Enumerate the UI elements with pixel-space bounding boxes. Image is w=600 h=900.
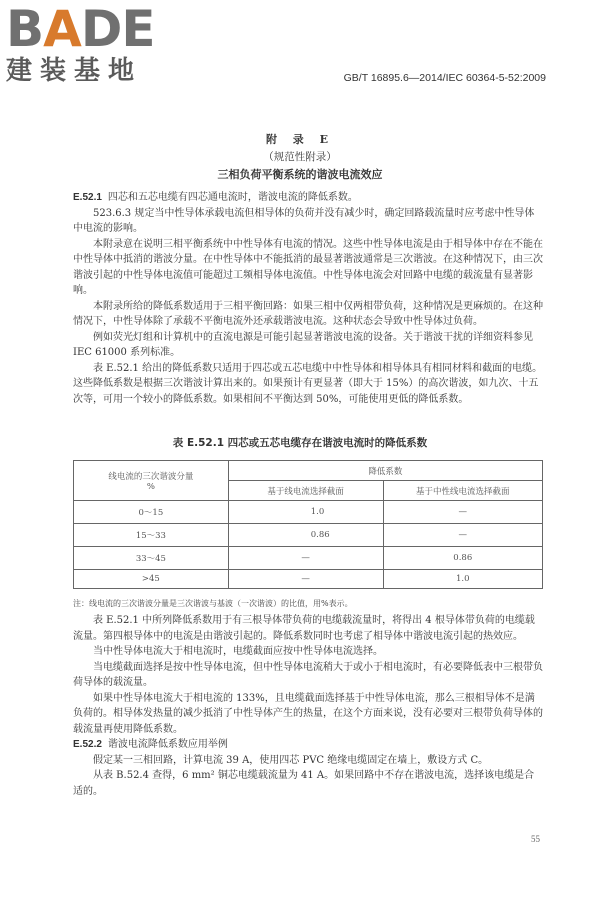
header-third-harmonic: 线电流的三次谐波分量 % xyxy=(74,461,229,501)
paragraph: 本附录意在说明三相平衡系统中中性导体有电流的情况。这些中性导体电流是由于相导体中存在不能在中性导体中抵消的谐波分量。在中性导体中不能抵消的最显著谐波通常是三次谐波。在这种情况下，由三次谐波引起的中性导体电流值可能超过工频相导体电流值。中性导体电流会对回路中电缆的载流量有显著影响。 xyxy=(73,238,543,296)
paragraph: 523.6.3 规定当中性导体承载电流但相导体的负荷并没有减少时，确定回路载流量时应考虑中性导体中电流的影响。 xyxy=(73,207,535,234)
section-heading: E.52.2 谐波电流降低系数应用举例 xyxy=(73,739,228,750)
appendix-type-note: （规范性附录） xyxy=(263,151,337,163)
paragraph: 当中性导体电流大于相电流时，电缆截面应按中性导体电流选择。 xyxy=(93,646,383,657)
header-reduction-factor: 降低系数 xyxy=(228,461,542,481)
paragraph: 表 E.52.1 给出的降低系数只适用于四芯或五芯电缆中中性导体和相导体具有相同材料和截面的电缆。这些降低系数是根据三次谐波计算出来的。如果预计有更显著（即大于 15%）的高次谐波，如九次、十五次等，可用一个较小的降低系数。如果相间不平衡达到 50%，可能使用更低的降低系数。 xyxy=(73,362,543,405)
paragraph: 本附录所给的降低系数适用于三相平衡回路：如果三相中仅两相带负荷，这种情况是更麻烦的。在这种情况下，中性导体除了承载不平衡电流外还承载谐波电流。这种状态会导致中性导体过负荷。 xyxy=(73,300,543,327)
paragraph: 从表 B.52.4 查得，6 mm² 铜芯电缆载流量为 41 A。如果回路中不存在谐波电流，选择该电缆是合适的。 xyxy=(73,770,535,797)
after-table-text xyxy=(73,613,543,799)
logo-subtitle: 建装基地 xyxy=(6,56,143,86)
header-line-current-basis: 基于线电流选择截面 xyxy=(228,481,383,501)
paragraph: 例如荧光灯组和计算机中的直流电源是可能引起显著谐波电流的设备。关于谐波干扰的详细资料参见 IEC 61000 系列标准。 xyxy=(73,331,533,358)
paragraph: 表 E.52.1 中所列降低系数用于有三根导体带负荷的电缆载流量时，将得出 4 根导体带负荷的电缆载流量。第四根导体中的电流是由谐波引起的。降低系数同时也考虑了相导体中谐波电流引起的热效应。 xyxy=(73,615,535,642)
table-caption: 表 E.52.1 四芯或五芯电缆存在谐波电流时的降低系数 xyxy=(172,437,428,449)
table-row: 0～15 1.0 — xyxy=(74,501,543,524)
section-heading: E.52.1 四芯和五芯电缆有四芯通电流时，谐波电流的降低系数。 xyxy=(73,192,358,203)
table-row: 33～45 — 0.86 xyxy=(74,546,543,569)
appendix-subtitle: 三相负荷平衡系统的谐波电流效应 xyxy=(217,168,383,181)
paragraph: 当电缆截面选择是按中性导体电流，但中性导体电流稍大于或小于相电流时，有必要降低表中三根带负荷导体的载流量。 xyxy=(73,661,543,688)
reduction-factor-table xyxy=(73,460,543,589)
table-row: >45 — 1.0 xyxy=(74,569,543,588)
section-e521 xyxy=(73,190,543,407)
logo-wordmark: BADE xyxy=(6,0,155,58)
table-note: 注：线电流的三次谐波分量是三次谐波与基波（一次谐波）的比值，用%表示。 xyxy=(73,599,353,608)
paragraph: 如果中性导体电流大于相电流的 133%，且电缆截面选择基于中性导体电流，那么三根相导体不是满负荷的。相导体发热量的减少抵消了中性导体产生的热量，在这个方面来说，没有必要对三根带负荷导体的载流量再使用降低系数。 xyxy=(73,692,543,735)
appendix-title: 附 录 E xyxy=(265,133,335,146)
standard-number: GB/T 16895.6—2014/IEC 60364-5-52:2009 xyxy=(343,72,546,84)
bade-logo xyxy=(6,0,166,86)
table-row: 15～33 0.86 — xyxy=(74,523,543,546)
header-neutral-current-basis: 基于中性线电流选择截面 xyxy=(383,481,542,501)
paragraph: 假定某一三相回路，计算电流 39 A，使用四芯 PVC 绝缘电缆固定在墙上，敷设方式 C。 xyxy=(93,754,489,766)
page-number: 55 xyxy=(531,834,540,844)
